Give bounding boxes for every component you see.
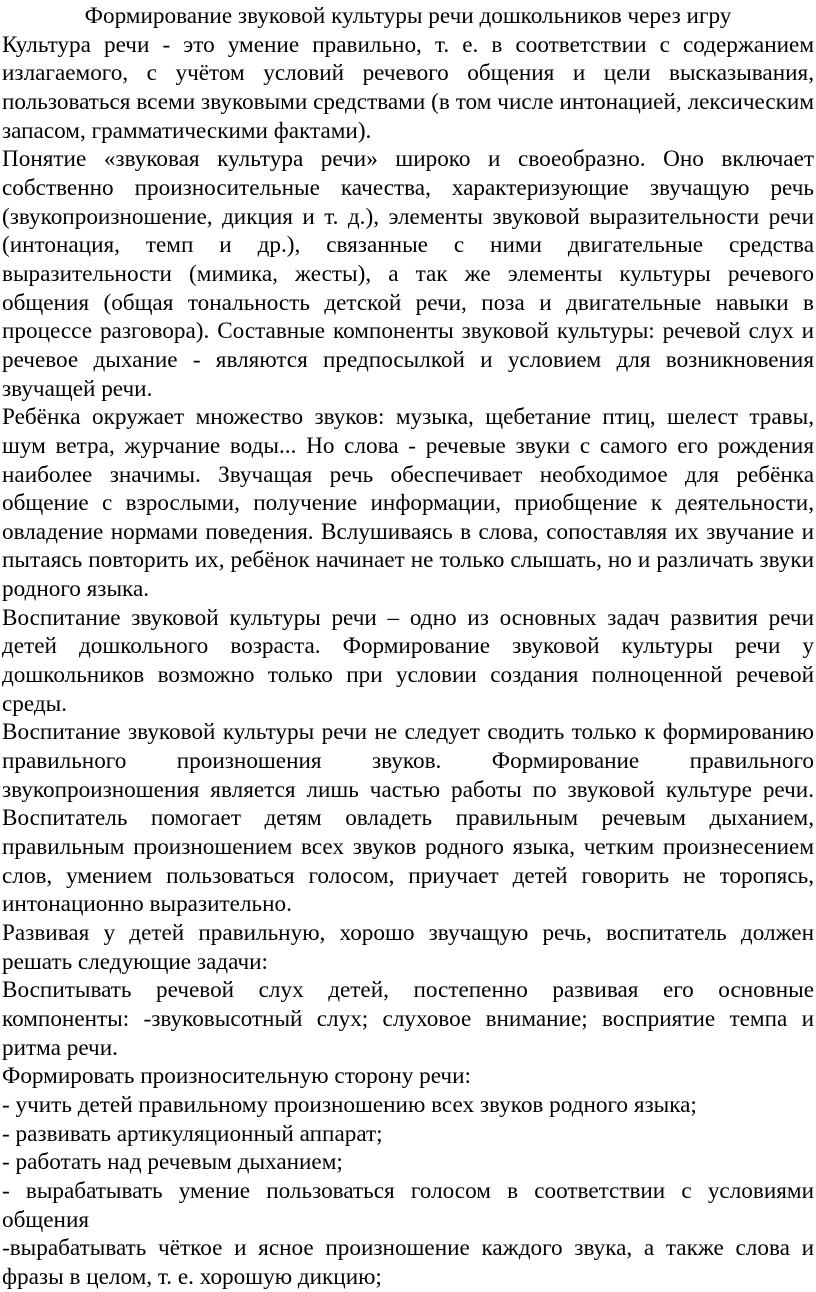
paragraph-teacher-role: Воспитание звуковой культуры речи не следует сводить только к формированию правильного произношения звуков. Формирование правильного звукопроизношения является лишь частью работы по звуковой культуре речи. Воспитатель помогает детям овладеть правильным речевым дыханием, правильным произношением всех звуков родного языка, четким произнесением слов, умением пользоваться голосом, приучает детей говорить не торопясь, интонационно выразительно. xyxy=(2,719,814,918)
paragraph-hearing-task: Воспитывать речевой слух детей, постепенно развивая его основные компоненты: -звуковысотный слух; слуховое внимание; восприятие темпа и ритма речи. xyxy=(2,977,814,1061)
paragraph-education-task: Воспитание звуковой культуры речи – одно из основных задач развития речи детей дошкольного возраста. Формирование звуковой культуры речи у дошкольников возможно только при условии создания полноценной речевой среды. xyxy=(2,604,814,717)
list-item: - развивать артикуляционный аппарат; xyxy=(2,1120,383,1147)
list-item: -вырабатывать чёткое и ясное произношение каждого звука, а также слова и фразы в целом, т. е. хорошую дикцию; xyxy=(2,1235,814,1290)
task-list xyxy=(2,1091,814,1292)
paragraph-child-sounds: Ребёнка окружает множество звуков: музыка, щебетание птиц, шелест травы, шум ветра, журчание воды... Но слова - речевые звуки с самого его рождения наиболее значимы. Звучащая речь обеспечивает необходимое для ребёнка общение с взрослыми, получение информации, приобщение к деятельности, овладение нормами поведения. Вслушиваясь в слова, сопоставляя их звучание и пытаясь повторить их, ребёнок начинает не только слышать, но и различать звуки родного языка. xyxy=(2,404,814,603)
list-item: - работать над речевым дыханием; xyxy=(2,1149,343,1176)
document-title: Формирование звуковой культуры речи дошкольников через игру xyxy=(84,3,732,29)
paragraph-pronunciation-task: Формировать произносительную сторону речи: xyxy=(2,1063,471,1090)
list-item: - учить детей правильному произношению всех звуков родного языка; xyxy=(2,1091,697,1118)
list-item: - вырабатывать умение пользоваться голосом в соответствии с условиями общения xyxy=(2,1177,814,1233)
paragraph-speech-culture-definition: Культура речи - это умение правильно, т. е. в соответствии с содержанием излагаемого, с учётом условий речевого общения и цели высказывания, пользоваться всеми звуковыми средствами (в том числе интонацией, лексическим запасом, грамматическими фактами). xyxy=(2,31,814,144)
paragraph-tasks-intro: Развивая у детей правильную, хорошо звучащую речь, воспитатель должен решать следующие задачи: xyxy=(2,920,814,975)
paragraph-sound-culture-concept: Понятие «звуковая культура речи» широко и своеобразно. Оно включает собственно произносительные качества, характеризующие звучащую речь (звукопроизношение, дикция и т. д.), элементы звуковой выразительности речи (интонация, темп и др.), связанные с ними двигательные средства выразительности (мимика, жесты), а так же элементы культуры речевого общения (общая тональность детской речи, поза и двигательные навыки в процессе разговора). Составные компоненты звуковой культуры: речевой слух и речевое дыхание - являются предпосылкой и условием для возникновения звучащей речи. xyxy=(2,146,814,402)
